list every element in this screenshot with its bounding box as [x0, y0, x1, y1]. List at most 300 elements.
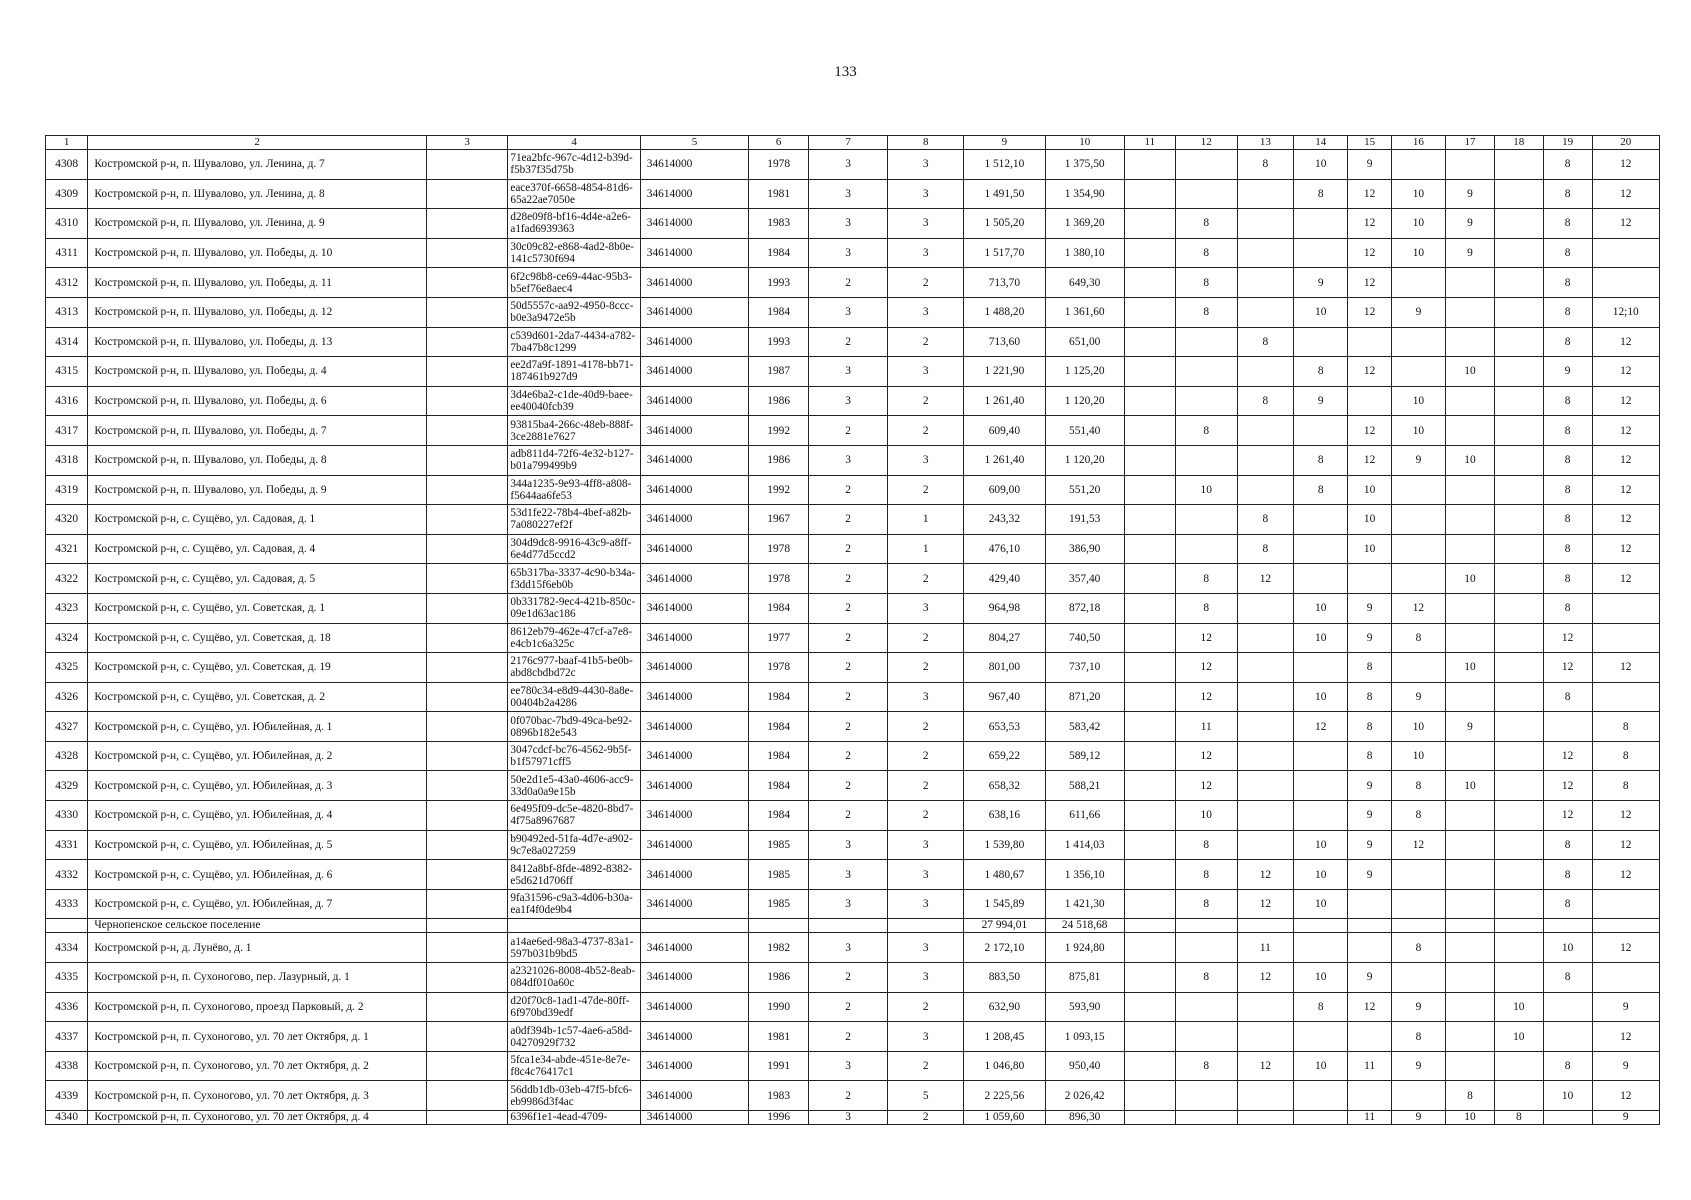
cell-col-17: [1446, 860, 1495, 890]
cell-col-17: 9: [1446, 712, 1495, 742]
cell-col-19: 8: [1543, 593, 1592, 623]
cell-col-13: [1237, 771, 1293, 801]
cell-col-10: 1 354,90: [1045, 179, 1124, 209]
cell-col-7: 2: [808, 564, 887, 594]
cell-col-19: 10: [1543, 1081, 1592, 1111]
cell-col-3: [426, 357, 507, 387]
cell-col-12: 8: [1175, 268, 1237, 298]
cell-col-19: 8: [1543, 445, 1592, 475]
cell-col-19: 8: [1543, 1051, 1592, 1081]
cell-col-5: 34614000: [640, 209, 749, 239]
cell-col-8: 3: [888, 238, 964, 268]
cell-col-15: 8: [1348, 653, 1391, 683]
cell-col-17: [1446, 623, 1495, 653]
cell-col-16: [1391, 963, 1445, 993]
cell-col-12: 8: [1175, 830, 1237, 860]
cell-col-5: 34614000: [640, 653, 749, 683]
cell-col-4: 93815ba4-266c-48eb-888f-3ce2881e7627: [508, 416, 640, 446]
cell-col-9: 2 225,56: [964, 1081, 1045, 1111]
cell-col-6: 1984: [749, 741, 809, 771]
cell-col-9: 632,90: [964, 992, 1045, 1022]
cell-col-4: 9fa31596-c9a3-4d06-b30a-ea1f4f0de9b4: [508, 889, 640, 919]
cell-col-14: 8: [1294, 357, 1348, 387]
cell-col-16: 9: [1391, 297, 1445, 327]
cell-col-16: 10: [1391, 741, 1445, 771]
cell-col-4: d28e09f8-bf16-4d4e-a2e6-a1fad6939363: [508, 209, 640, 239]
cell-col-5: 34614000: [640, 830, 749, 860]
cell-col-10: 1 093,15: [1045, 1022, 1124, 1052]
cell-col-20: 9: [1592, 992, 1659, 1022]
cell-col-8: 2: [888, 475, 964, 505]
cell-col-4: 50e2d1e5-43a0-4606-acc9-33d0a0a9e15b: [508, 771, 640, 801]
cell-col-11: [1124, 475, 1175, 505]
cell-col-15: 11: [1348, 1051, 1391, 1081]
cell-col-10: 551,20: [1045, 475, 1124, 505]
column-header-15: 15: [1348, 136, 1391, 150]
cell-col-13: [1237, 1022, 1293, 1052]
cell-col-13: [1237, 445, 1293, 475]
cell-col-9: 1 539,80: [964, 830, 1045, 860]
cell-col-10: 1 375,50: [1045, 150, 1124, 180]
cell-col-14: [1294, 238, 1348, 268]
cell-col-17: 10: [1446, 445, 1495, 475]
cell-col-20: 12: [1592, 386, 1659, 416]
cell-col-3: [426, 593, 507, 623]
table-row: [46, 150, 1660, 180]
cell-col-12: 10: [1175, 475, 1237, 505]
cell-col-9: 1 505,20: [964, 209, 1045, 239]
cell-col-14: 9: [1294, 268, 1348, 298]
cell-col-19: 8: [1543, 150, 1592, 180]
cell-col-7: 2: [808, 534, 887, 564]
column-header-18: 18: [1494, 136, 1543, 150]
cell-col-7: 2: [808, 653, 887, 683]
cell-col-14: 8: [1294, 179, 1348, 209]
cell-col-11: [1124, 1111, 1175, 1125]
cell-col-11: [1124, 357, 1175, 387]
cell-col-12: 8: [1175, 209, 1237, 239]
cell-col-7: 3: [808, 297, 887, 327]
cell-col-15: 9: [1348, 860, 1391, 890]
cell-col-17: [1446, 1051, 1495, 1081]
cell-col-8: 1: [888, 505, 964, 535]
cell-col-10: 1 414,03: [1045, 830, 1124, 860]
cell-col-7: 3: [808, 150, 887, 180]
cell-col-12: [1175, 1081, 1237, 1111]
cell-col-4: 6e495f09-dc5e-4820-8bd7-4f75a8967687: [508, 801, 640, 831]
cell-col-2: Костромской р-н, п. Шувалово, ул. Победы, д. 10: [88, 238, 427, 268]
cell-col-5: 34614000: [640, 623, 749, 653]
cell-col-11: [1124, 963, 1175, 993]
cell-col-20: 12: [1592, 357, 1659, 387]
cell-col-12: [1175, 1111, 1237, 1125]
cell-col-8: 2: [888, 771, 964, 801]
cell-col-20: 12: [1592, 830, 1659, 860]
cell-col-20: [1592, 623, 1659, 653]
column-header-5: 5: [640, 136, 749, 150]
cell-col-18: [1494, 653, 1543, 683]
cell-col-20: 12: [1592, 505, 1659, 535]
cell-col-1: 4329: [46, 771, 88, 801]
cell-col-17: [1446, 889, 1495, 919]
cell-col-11: [1124, 801, 1175, 831]
cell-col-10: 1 380,10: [1045, 238, 1124, 268]
cell-col-12: [1175, 445, 1237, 475]
cell-col-17: 8: [1446, 1081, 1495, 1111]
cell-col-18: [1494, 268, 1543, 298]
cell-col-5: 34614000: [640, 712, 749, 742]
cell-col-17: 10: [1446, 653, 1495, 683]
cell-col-16: 10: [1391, 179, 1445, 209]
cell-col-14: [1294, 209, 1348, 239]
cell-col-8: 2: [888, 653, 964, 683]
cell-col-2: Чернопенское сельское поселение: [88, 919, 427, 933]
cell-col-3: [426, 933, 507, 963]
cell-col-19: 8: [1543, 889, 1592, 919]
cell-col-1: 4327: [46, 712, 88, 742]
cell-col-1: 4320: [46, 505, 88, 535]
cell-col-16: 8: [1391, 801, 1445, 831]
cell-col-3: [426, 830, 507, 860]
cell-col-19: 8: [1543, 297, 1592, 327]
cell-col-4: 53d1fe22-78b4-4bef-a82b-7a080227ef2f: [508, 505, 640, 535]
cell-col-1: 4325: [46, 653, 88, 683]
cell-col-15: 12: [1348, 357, 1391, 387]
cell-col-19: 8: [1543, 179, 1592, 209]
cell-col-3: [426, 653, 507, 683]
column-header-10: 10: [1045, 136, 1124, 150]
cell-col-19: [1543, 992, 1592, 1022]
cell-col-10: 651,00: [1045, 327, 1124, 357]
cell-col-20: [1592, 268, 1659, 298]
cell-col-18: 8: [1494, 1111, 1543, 1125]
cell-col-6: [749, 919, 809, 933]
cell-col-9: 1 512,10: [964, 150, 1045, 180]
cell-col-7: [808, 919, 887, 933]
cell-col-1: 4326: [46, 682, 88, 712]
cell-col-14: 10: [1294, 860, 1348, 890]
cell-col-18: [1494, 830, 1543, 860]
cell-col-3: [426, 386, 507, 416]
cell-col-18: [1494, 475, 1543, 505]
cell-col-8: 3: [888, 889, 964, 919]
cell-col-3: [426, 1051, 507, 1081]
cell-col-13: [1237, 623, 1293, 653]
cell-col-16: [1391, 919, 1445, 933]
cell-col-4: 0f070bac-7bd9-49ca-be92-0896b182e543: [508, 712, 640, 742]
cell-col-19: 8: [1543, 268, 1592, 298]
cell-col-7: 2: [808, 712, 887, 742]
cell-col-1: 4340: [46, 1111, 88, 1125]
cell-col-10: 551,40: [1045, 416, 1124, 446]
cell-col-11: [1124, 992, 1175, 1022]
table-row: [46, 209, 1660, 239]
cell-col-19: 8: [1543, 416, 1592, 446]
cell-col-1: 4331: [46, 830, 88, 860]
cell-col-5: 34614000: [640, 1051, 749, 1081]
cell-col-14: 10: [1294, 150, 1348, 180]
cell-col-15: 9: [1348, 963, 1391, 993]
cell-col-11: [1124, 505, 1175, 535]
cell-col-20: 12: [1592, 445, 1659, 475]
cell-col-1: 4308: [46, 150, 88, 180]
cell-col-3: [426, 209, 507, 239]
cell-col-10: 737,10: [1045, 653, 1124, 683]
cell-col-14: 8: [1294, 992, 1348, 1022]
cell-col-4: ee2d7a9f-1891-4178-bb71-187461b927d9: [508, 357, 640, 387]
cell-col-14: 10: [1294, 1051, 1348, 1081]
cell-col-6: 1996: [749, 1111, 809, 1125]
column-header-2: 2: [88, 136, 427, 150]
cell-col-7: 2: [808, 1022, 887, 1052]
cell-col-15: 9: [1348, 801, 1391, 831]
cell-col-10: 593,90: [1045, 992, 1124, 1022]
cell-col-20: 12: [1592, 653, 1659, 683]
cell-col-3: [426, 564, 507, 594]
cell-col-19: 12: [1543, 741, 1592, 771]
cell-col-3: [426, 505, 507, 535]
cell-col-17: [1446, 1022, 1495, 1052]
cell-col-17: 9: [1446, 209, 1495, 239]
cell-col-20: 12: [1592, 150, 1659, 180]
cell-col-11: [1124, 919, 1175, 933]
cell-col-17: [1446, 963, 1495, 993]
cell-col-5: 34614000: [640, 268, 749, 298]
cell-col-1: 4311: [46, 238, 88, 268]
cell-col-9: 713,60: [964, 327, 1045, 357]
cell-col-5: 34614000: [640, 682, 749, 712]
cell-col-19: 8: [1543, 238, 1592, 268]
cell-col-13: [1237, 268, 1293, 298]
cell-col-4: 0b331782-9ec4-421b-850c-09e1d63ac186: [508, 593, 640, 623]
cell-col-19: 12: [1543, 623, 1592, 653]
cell-col-18: 10: [1494, 1022, 1543, 1052]
cell-col-12: 8: [1175, 593, 1237, 623]
cell-col-6: 1967: [749, 505, 809, 535]
cell-col-18: [1494, 357, 1543, 387]
table-row: [46, 445, 1660, 475]
cell-col-16: [1391, 475, 1445, 505]
column-header-17: 17: [1446, 136, 1495, 150]
cell-col-3: [426, 445, 507, 475]
cell-col-13: 12: [1237, 564, 1293, 594]
cell-col-9: 27 994,01: [964, 919, 1045, 933]
cell-col-4: 3d4e6ba2-c1de-40d9-baee-ee40040fcb39: [508, 386, 640, 416]
cell-col-10: 1 120,20: [1045, 386, 1124, 416]
cell-col-6: 1978: [749, 150, 809, 180]
cell-col-5: 34614000: [640, 238, 749, 268]
cell-col-8: 3: [888, 933, 964, 963]
cell-col-9: 1 221,90: [964, 357, 1045, 387]
cell-col-14: [1294, 534, 1348, 564]
cell-col-5: 34614000: [640, 327, 749, 357]
cell-col-13: [1237, 741, 1293, 771]
cell-col-1: 4319: [46, 475, 88, 505]
cell-col-2: Костромской р-н, с. Сущёво, ул. Советская, д. 19: [88, 653, 427, 683]
cell-col-2: Костромской р-н, с. Сущёво, ул. Советская, д. 1: [88, 593, 427, 623]
cell-col-6: 1977: [749, 623, 809, 653]
cell-col-13: [1237, 593, 1293, 623]
cell-col-11: [1124, 830, 1175, 860]
cell-col-15: 8: [1348, 741, 1391, 771]
cell-col-13: [1237, 919, 1293, 933]
cell-col-17: [1446, 801, 1495, 831]
cell-col-6: 1991: [749, 1051, 809, 1081]
cell-col-16: 12: [1391, 830, 1445, 860]
column-header-12: 12: [1175, 136, 1237, 150]
cell-col-3: [426, 475, 507, 505]
cell-col-14: [1294, 1111, 1348, 1125]
cell-col-20: 8: [1592, 771, 1659, 801]
cell-col-17: 9: [1446, 238, 1495, 268]
cell-col-8: 3: [888, 593, 964, 623]
cell-col-18: [1494, 505, 1543, 535]
cell-col-18: [1494, 1051, 1543, 1081]
cell-col-15: [1348, 1022, 1391, 1052]
cell-col-19: 8: [1543, 682, 1592, 712]
cell-col-20: [1592, 889, 1659, 919]
cell-col-12: [1175, 992, 1237, 1022]
cell-col-6: 1981: [749, 179, 809, 209]
cell-col-16: 10: [1391, 238, 1445, 268]
cell-col-16: 9: [1391, 1051, 1445, 1081]
cell-col-18: [1494, 445, 1543, 475]
cell-col-16: 12: [1391, 593, 1445, 623]
cell-col-11: [1124, 416, 1175, 446]
cell-col-13: [1237, 357, 1293, 387]
cell-col-2: Костромской р-н, п. Шувалово, ул. Победы, д. 4: [88, 357, 427, 387]
cell-col-1: 4313: [46, 297, 88, 327]
cell-col-7: 3: [808, 889, 887, 919]
cell-col-10: 872,18: [1045, 593, 1124, 623]
cell-col-1: 4334: [46, 933, 88, 963]
cell-col-10: 649,30: [1045, 268, 1124, 298]
cell-col-12: [1175, 1022, 1237, 1052]
cell-col-8: 3: [888, 682, 964, 712]
cell-col-6: 1986: [749, 445, 809, 475]
cell-col-10: 1 125,20: [1045, 357, 1124, 387]
cell-col-16: [1391, 505, 1445, 535]
cell-col-18: [1494, 327, 1543, 357]
cell-col-11: [1124, 150, 1175, 180]
cell-col-2: Костромской р-н, п. Шувалово, ул. Победы, д. 9: [88, 475, 427, 505]
cell-col-3: [426, 741, 507, 771]
cell-col-20: 12: [1592, 933, 1659, 963]
cell-col-19: [1543, 1111, 1592, 1125]
cell-col-16: [1391, 564, 1445, 594]
cell-col-20: 12: [1592, 564, 1659, 594]
cell-col-12: 12: [1175, 771, 1237, 801]
cell-col-12: [1175, 150, 1237, 180]
cell-col-9: 659,22: [964, 741, 1045, 771]
cell-col-12: 8: [1175, 297, 1237, 327]
cell-col-12: 12: [1175, 623, 1237, 653]
cell-col-5: 34614000: [640, 179, 749, 209]
cell-col-5: 34614000: [640, 475, 749, 505]
cell-col-6: 1983: [749, 209, 809, 239]
cell-col-6: 1984: [749, 801, 809, 831]
cell-col-14: 12: [1294, 712, 1348, 742]
cell-col-8: 3: [888, 963, 964, 993]
cell-col-18: [1494, 238, 1543, 268]
cell-col-1: [46, 919, 88, 933]
cell-col-4: a14ae6ed-98a3-4737-83a1-597b031b9bd5: [508, 933, 640, 963]
cell-col-5: 34614000: [640, 963, 749, 993]
cell-col-13: [1237, 682, 1293, 712]
cell-col-10: 1 120,20: [1045, 445, 1124, 475]
cell-col-2: Костромской р-н, п. Сухоногово, ул. 70 лет Октября, д. 1: [88, 1022, 427, 1052]
cell-col-3: [426, 1081, 507, 1111]
cell-col-18: [1494, 150, 1543, 180]
cell-col-12: 12: [1175, 653, 1237, 683]
cell-col-10: 1 369,20: [1045, 209, 1124, 239]
cell-col-8: 3: [888, 209, 964, 239]
cell-col-3: [426, 889, 507, 919]
cell-col-14: 10: [1294, 297, 1348, 327]
table-row: [46, 889, 1660, 919]
cell-col-8: [888, 919, 964, 933]
table-header: [46, 136, 1660, 150]
cell-col-15: 9: [1348, 623, 1391, 653]
cell-col-7: 2: [808, 1081, 887, 1111]
cell-col-5: 34614000: [640, 593, 749, 623]
cell-col-14: 10: [1294, 830, 1348, 860]
cell-col-19: [1543, 1022, 1592, 1052]
cell-col-7: 3: [808, 209, 887, 239]
cell-col-5: 34614000: [640, 416, 749, 446]
cell-col-8: 3: [888, 1022, 964, 1052]
cell-col-3: [426, 1111, 507, 1125]
cell-col-17: [1446, 297, 1495, 327]
cell-col-9: 713,70: [964, 268, 1045, 298]
cell-col-2: Костромской р-н, п. Сухоногово, ул. 70 лет Октября, д. 3: [88, 1081, 427, 1111]
cell-col-14: [1294, 1081, 1348, 1111]
cell-col-2: Костромской р-н, п. Сухоногово, ул. 70 лет Октября, д. 4: [88, 1111, 427, 1125]
cell-col-9: 638,16: [964, 801, 1045, 831]
cell-col-13: 12: [1237, 963, 1293, 993]
cell-col-4: eace370f-6658-4854-81d6-65a22ae7050e: [508, 179, 640, 209]
table-body: [46, 150, 1660, 1125]
cell-col-16: 10: [1391, 386, 1445, 416]
cell-col-15: [1348, 933, 1391, 963]
cell-col-15: 9: [1348, 771, 1391, 801]
cell-col-7: 3: [808, 238, 887, 268]
table-row: [46, 712, 1660, 742]
cell-col-4: 2176c977-baaf-41b5-be0b-abd8cbdbd72c: [508, 653, 640, 683]
cell-col-18: [1494, 933, 1543, 963]
cell-col-8: 2: [888, 741, 964, 771]
cell-col-15: [1348, 1081, 1391, 1111]
cell-col-13: [1237, 297, 1293, 327]
cell-col-7: 2: [808, 771, 887, 801]
cell-col-11: [1124, 860, 1175, 890]
table-row: [46, 327, 1660, 357]
table-row: [46, 963, 1660, 993]
cell-col-19: 8: [1543, 386, 1592, 416]
column-header-9: 9: [964, 136, 1045, 150]
cell-col-5: 34614000: [640, 741, 749, 771]
cell-col-15: 12: [1348, 179, 1391, 209]
cell-col-8: 2: [888, 564, 964, 594]
cell-col-11: [1124, 682, 1175, 712]
cell-col-14: 10: [1294, 593, 1348, 623]
cell-col-14: 8: [1294, 445, 1348, 475]
cell-col-20: 12: [1592, 179, 1659, 209]
cell-col-12: 8: [1175, 860, 1237, 890]
cell-col-10: 611,66: [1045, 801, 1124, 831]
cell-col-13: 11: [1237, 933, 1293, 963]
cell-col-13: 8: [1237, 327, 1293, 357]
